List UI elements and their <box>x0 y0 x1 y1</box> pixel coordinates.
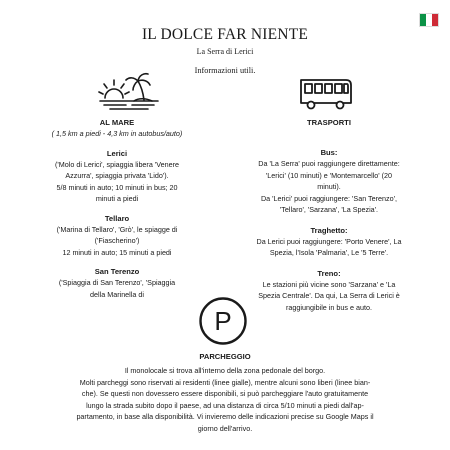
parcheggio-line: Il monolocale si trova all'interno della zona pedonale del borgo. <box>124 366 326 375</box>
place-line: ('Marina di Tellaro', 'Grò', le spiagge di <box>56 224 178 234</box>
mare-distance: ( 1,5 km a piedi - 4,3 km in autobus/auto) <box>51 129 183 138</box>
trasporti-section <box>234 118 424 313</box>
transport-line: Da Lerici puoi raggiungere: 'Porto Venere', La <box>256 236 402 246</box>
parcheggio-line: che). Se questi non dovessero essere disponibili, si può parcheggiare l'auto gratuitamente <box>81 389 369 398</box>
parcheggio-title: PARCHEGGIO <box>199 352 251 361</box>
transport-line: Spezia, l'Isola 'Palmaria', Le '5 Terre'. <box>269 248 389 257</box>
place-line: Azzurra', spiaggia privata 'Lido'). <box>65 171 169 180</box>
trasporti-title: TRASPORTI <box>307 118 351 127</box>
transport-bus <box>234 148 424 216</box>
place-name: Lerici <box>106 148 128 158</box>
transport-title: Treno: <box>317 268 341 278</box>
place-line: 12 minuti in auto; 15 minuti a piedi <box>62 247 172 257</box>
mare-section <box>22 118 212 300</box>
place-line: 5/8 minuti in auto; 10 minuti in bus; 20 <box>56 182 178 192</box>
transport-line: raggiungibile in bus e auto. <box>286 302 372 312</box>
page-title: IL DOLCE FAR NIENTE <box>141 26 309 43</box>
transport-treno <box>234 269 424 314</box>
transport-title: Traghetto: <box>310 225 348 235</box>
info-label: Informazioni utili. <box>194 66 256 75</box>
transport-traghetto <box>234 226 424 259</box>
transport-line: Spezia Centrale'. Da qui, La Serra di Lerici è <box>258 291 400 300</box>
place-line: ('Molo di Lerici', spiaggia libera 'Venere <box>55 159 179 169</box>
page-subtitle: La Serra di Lerici <box>196 47 254 56</box>
transport-line: Da 'La Serra' puoi raggiungere direttamente: <box>258 159 400 168</box>
parking-icon <box>198 296 248 346</box>
parcheggio-line: partamento, in base alla disponibilità. Vi invieremo delle indicazioni precise su Google Maps il <box>76 412 374 421</box>
bus-icon <box>298 76 354 112</box>
parcheggio-line: giorno dell'arrivo. <box>197 423 253 433</box>
italy-flag-icon <box>419 13 439 27</box>
beach-sunset-icon <box>98 70 160 112</box>
transport-title: Bus: <box>320 148 338 157</box>
transport-line: 'Tellaro', 'Sarzana', 'La Spezia'. <box>279 205 379 214</box>
place-lerici <box>22 149 212 205</box>
flag-stripe-red <box>432 14 438 26</box>
parcheggio-line: Molti parcheggi sono riservati ai residenti (linee gialle), mentre alcuni sono liberi (linee bian- <box>79 377 371 387</box>
mare-title: AL MARE <box>99 118 135 127</box>
place-san-terenzo <box>22 267 212 300</box>
parcheggio-section <box>0 352 450 434</box>
place-line: ('Spiaggia di San Terenzo', 'Spiaggia <box>58 278 176 287</box>
place-line: ('Fiascherino') <box>94 236 140 245</box>
parcheggio-line: lungo la strada subito dopo il paese, ad una distanza di circa 5/10 minuti a piedi dall'ap- <box>86 400 364 410</box>
transport-line: 'Lerici' (10 minuti) e 'Montemarcello' (20 <box>265 170 393 180</box>
transport-line: minuti). <box>317 182 341 191</box>
transport-line: Da 'Lerici' puoi raggiungere: 'San Terenzo', <box>260 193 397 203</box>
parking-letter: P <box>214 306 232 336</box>
place-line: della Marinella di <box>90 289 144 299</box>
place-name: Tellaro <box>104 213 130 223</box>
place-name: San Terenzo <box>94 267 140 276</box>
transport-line: Le stazioni più vicine sono 'Sarzana' e 'La <box>262 279 396 289</box>
place-line: minuti a piedi <box>95 194 139 203</box>
place-tellaro <box>22 214 212 259</box>
